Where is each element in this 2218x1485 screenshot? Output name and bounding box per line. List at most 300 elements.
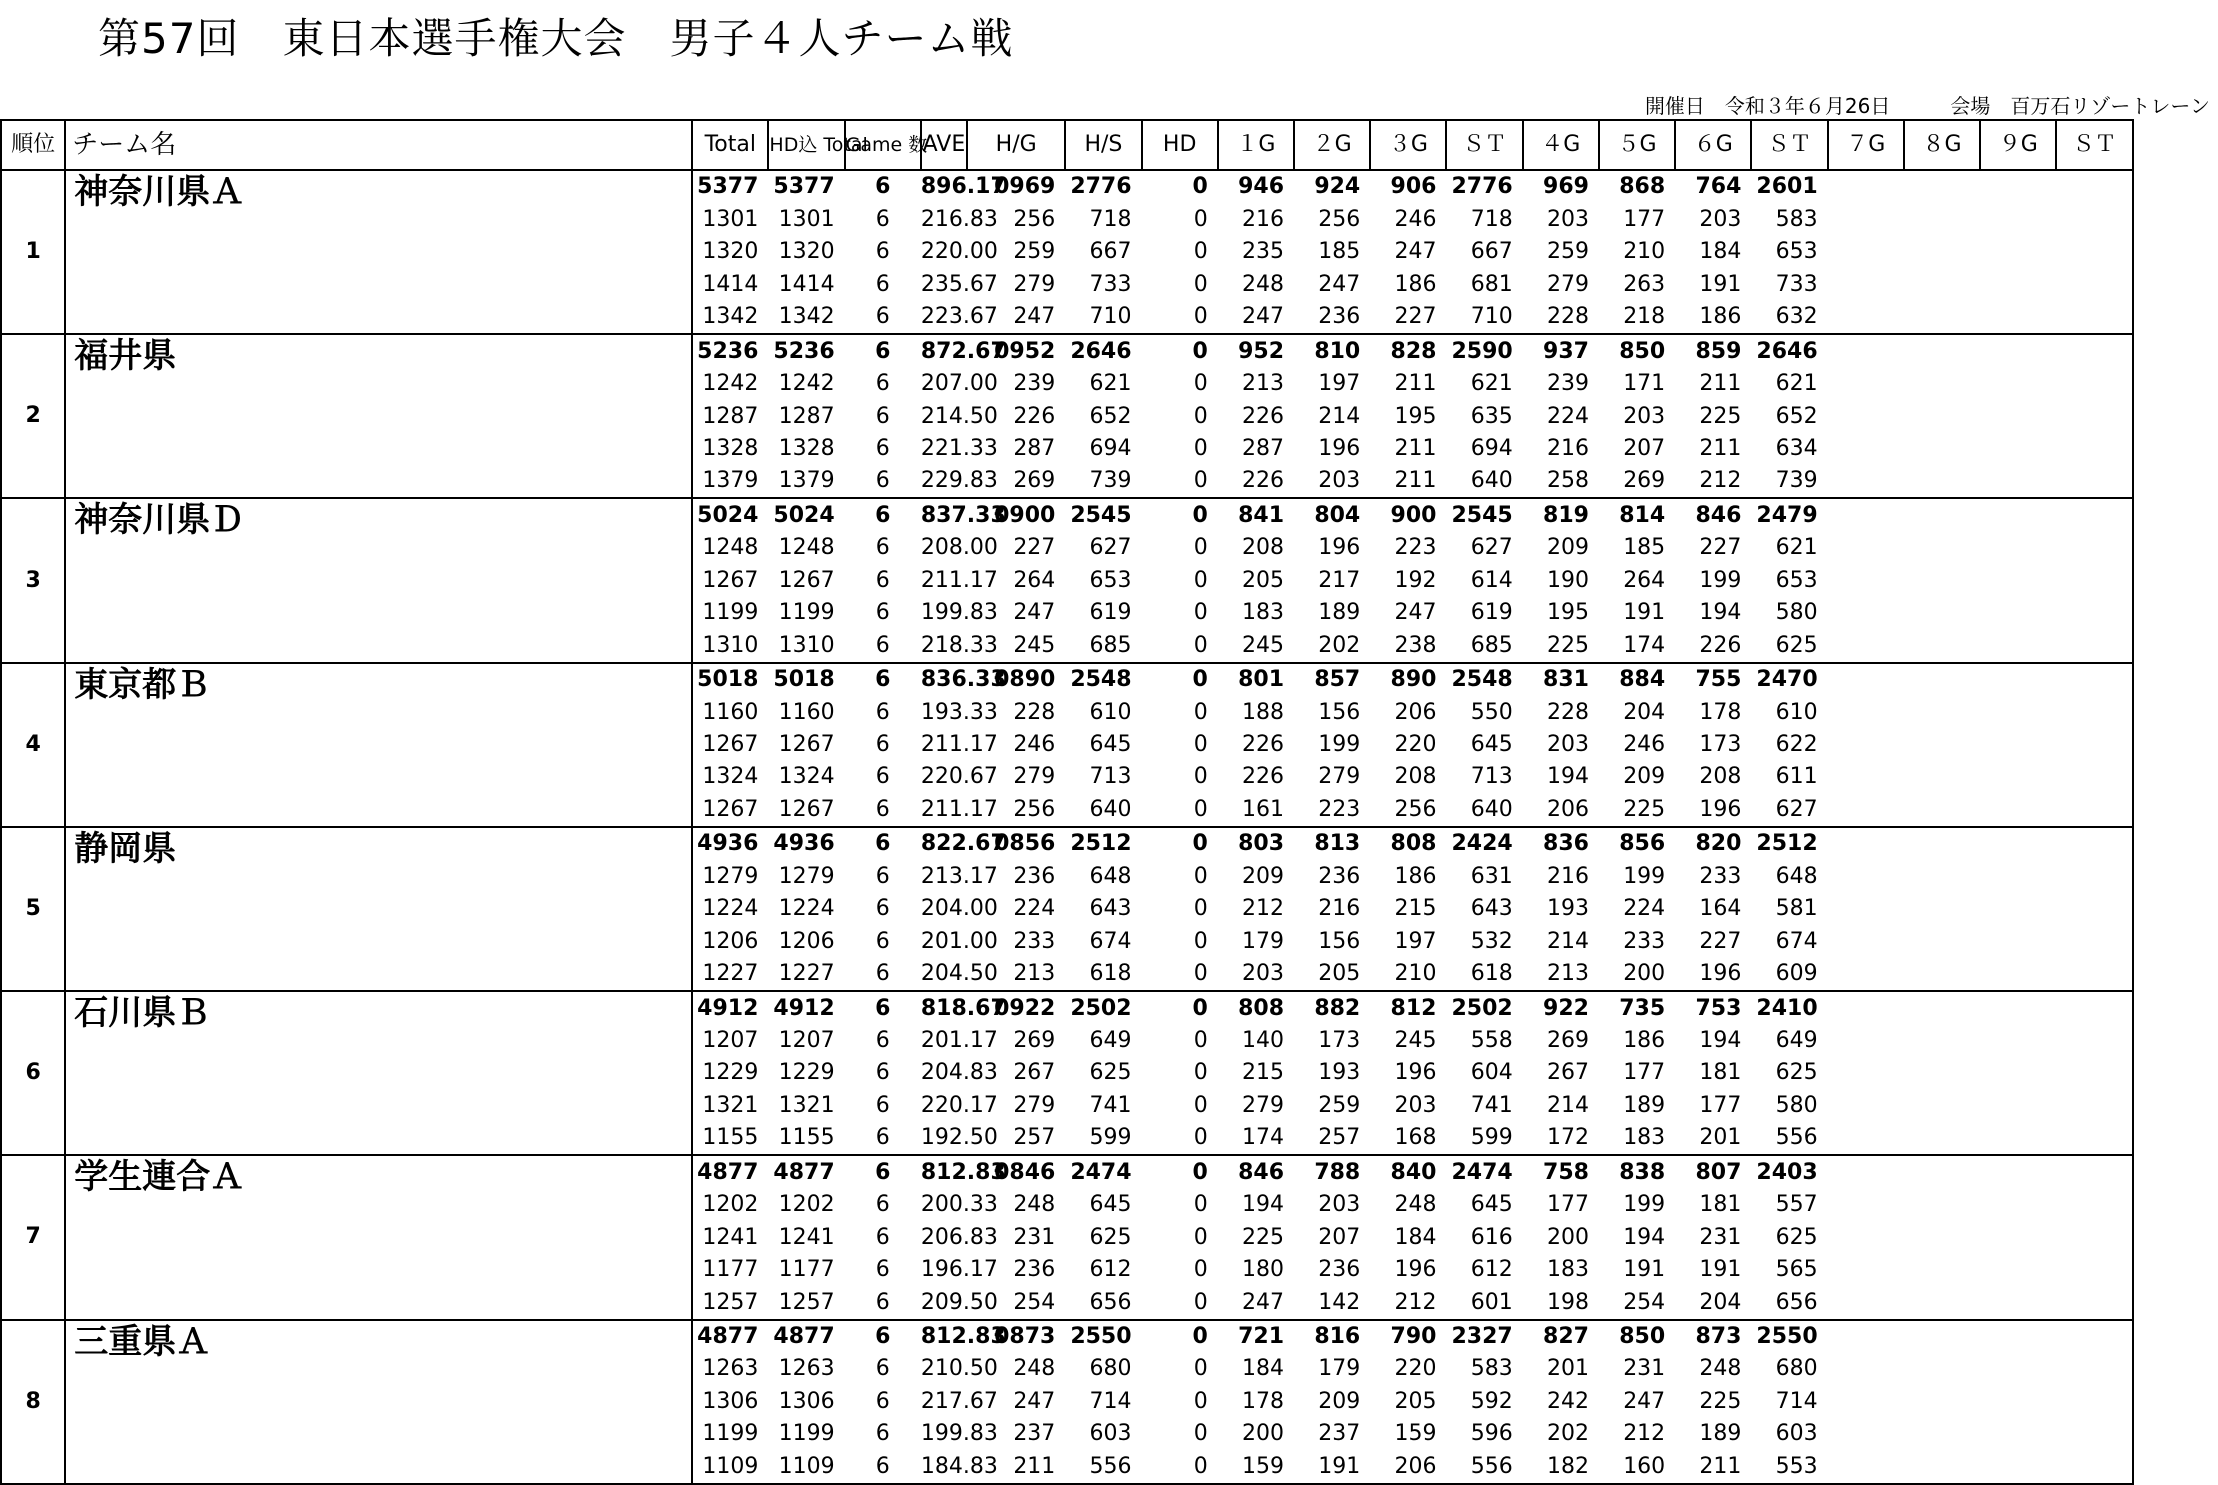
- player-g3-cell: 205: [1394, 1388, 1437, 1414]
- player-g2-cell: 185: [1318, 239, 1361, 265]
- team-g3-cell: 890: [1390, 667, 1437, 693]
- player-hd-cell: 0: [1193, 271, 1208, 297]
- player-st2-cell: 714: [1775, 1388, 1818, 1414]
- team-games-cell: 6: [875, 502, 891, 528]
- player-st2-cell: 580: [1775, 1092, 1818, 1118]
- player-hs-cell: 603: [1089, 1421, 1132, 1447]
- player-ave-cell: 208.00: [920, 535, 998, 561]
- player-total-cell: 1263: [702, 1356, 759, 1382]
- player-g4-cell: 190: [1546, 567, 1589, 593]
- team-cell: [65, 334, 692, 498]
- player-st2-cell: 733: [1775, 271, 1818, 297]
- player-g1-cell: 184: [1242, 1356, 1285, 1382]
- player-st2-cell: 621: [1775, 535, 1818, 561]
- player-g4-cell: 206: [1523, 793, 1599, 826]
- team-name: 東京都Ｂ: [74, 664, 211, 705]
- player-ave-cell: 218.33: [921, 629, 967, 662]
- team-row: [1, 498, 2213, 531]
- empty-cell: [2056, 827, 2132, 860]
- player-g2-cell: 156: [1318, 699, 1361, 725]
- empty-cell: [1980, 597, 2056, 629]
- player-hs-cell: 556: [1065, 1450, 1141, 1484]
- player-g3-cell: 197: [1394, 928, 1437, 954]
- player-hd-cell: 0: [1193, 1092, 1208, 1118]
- player-g1-cell: 245: [1218, 629, 1294, 662]
- empty-cell: [1904, 236, 1980, 268]
- empty-cell: [1980, 1057, 2056, 1089]
- player-hg-cell: 256: [967, 793, 1065, 826]
- player-hd-total-cell: 1321: [778, 1092, 835, 1118]
- player-total-cell: 1321: [702, 1092, 759, 1118]
- player-g5-cell: 183: [1599, 1122, 1675, 1155]
- player-g1-cell: 178: [1242, 1388, 1285, 1414]
- empty-cell: [1904, 1385, 1980, 1417]
- player-g6-cell: 178: [1699, 699, 1742, 725]
- player-g6-cell: 226: [1675, 629, 1751, 662]
- player-total-cell: 1379: [692, 465, 768, 498]
- empty-cell: [1904, 334, 1980, 367]
- player-hs-cell: 733: [1089, 271, 1132, 297]
- empty-cell: [1904, 827, 1980, 860]
- empty-cell: [1904, 1189, 1980, 1221]
- empty-cell: [1828, 498, 1904, 531]
- empty-cell: [1904, 597, 1980, 629]
- empty-cell: [1828, 268, 1904, 300]
- player-hs-cell: 680: [1089, 1356, 1132, 1382]
- empty-cell: [1980, 301, 2056, 334]
- player-g3-cell: 203: [1394, 1092, 1437, 1118]
- player-ave-cell: 196.17: [920, 1257, 998, 1283]
- player-st1-cell: 614: [1470, 567, 1513, 593]
- player-games-cell: 6: [845, 629, 921, 662]
- player-hd-cell: 0: [1193, 1192, 1208, 1218]
- player-st1-cell: 667: [1470, 239, 1513, 265]
- player-hs-cell: 649: [1089, 1027, 1132, 1053]
- player-games-cell: 6: [875, 535, 890, 561]
- player-hd-total-cell: 1306: [778, 1388, 835, 1414]
- team-st2-cell: 2470: [1756, 667, 1818, 693]
- empty-cell: [1904, 696, 1980, 728]
- col-g9: ９G: [1980, 120, 2056, 170]
- empty-cell: [1828, 991, 1904, 1024]
- rank-cell: 7: [1, 1155, 65, 1319]
- player-hd-cell: 0: [1193, 1027, 1208, 1053]
- player-g1-cell: 179: [1242, 928, 1285, 954]
- player-hd-total-cell: 1267: [778, 567, 835, 593]
- col-hd: HD: [1142, 120, 1218, 170]
- player-total-cell: 1199: [702, 1421, 759, 1447]
- player-hg-cell: 267: [1013, 1060, 1056, 1086]
- empty-cell: [1904, 498, 1980, 531]
- empty-cell: [2056, 793, 2132, 826]
- empty-cell: [1904, 465, 1980, 498]
- page-title: 第57回 東日本選手権大会 男子４人チーム戦: [98, 14, 1014, 63]
- player-g2-cell: 193: [1318, 1060, 1361, 1086]
- player-g3-cell: 215: [1394, 896, 1437, 922]
- empty-cell: [2056, 1385, 2132, 1417]
- empty-cell: [1828, 729, 1904, 761]
- player-g2-cell: 209: [1318, 1388, 1361, 1414]
- team-row: [1, 663, 2213, 696]
- player-total-cell: 1320: [702, 239, 759, 265]
- player-g2-cell: 256: [1318, 206, 1361, 232]
- team-g3-cell: 812: [1390, 995, 1437, 1021]
- player-ave-cell: 217.67: [920, 1388, 998, 1414]
- player-g4-cell: 193: [1546, 896, 1589, 922]
- col-g4: ４G: [1523, 120, 1599, 170]
- player-g2-cell: 236: [1294, 301, 1370, 334]
- player-g6-cell: 233: [1699, 863, 1742, 889]
- team-cell: [65, 827, 692, 991]
- empty-cell: [1828, 958, 1904, 991]
- player-g6-cell: 164: [1699, 896, 1742, 922]
- team-st2-cell: 2403: [1756, 1159, 1818, 1185]
- empty-cell: [1980, 465, 2056, 498]
- player-g1-cell: 194: [1242, 1192, 1285, 1218]
- player-g6-cell: 194: [1699, 1027, 1742, 1053]
- player-ave-cell: 200.33: [920, 1192, 998, 1218]
- player-st2-cell: 625: [1775, 1060, 1818, 1086]
- rank-cell: 4: [1, 663, 65, 827]
- empty-cell: [1904, 564, 1980, 596]
- empty-cell: [1904, 1057, 1980, 1089]
- player-hg-cell: 224: [1013, 896, 1056, 922]
- empty-cell: [2056, 301, 2132, 334]
- player-st2-cell: 653: [1775, 567, 1818, 593]
- player-hg-cell: 213: [967, 958, 1065, 991]
- player-games-cell: 6: [875, 206, 890, 232]
- rank-cell: 5: [1, 827, 65, 991]
- team-row: [1, 991, 2213, 1024]
- player-st1-cell: 583: [1470, 1356, 1513, 1382]
- player-ave-cell: 204.00: [920, 896, 998, 922]
- player-total-cell: 1342: [692, 301, 768, 334]
- player-st1-cell: 612: [1470, 1257, 1513, 1283]
- empty-cell: [2056, 1320, 2132, 1353]
- player-g5-cell: 246: [1623, 731, 1666, 757]
- empty-cell: [1828, 203, 1904, 235]
- col-st1: ＳＴ: [1446, 120, 1522, 170]
- player-hd-total-cell: 1206: [778, 928, 835, 954]
- empty-cell: [1904, 925, 1980, 957]
- player-hd-cell: 0: [1142, 1450, 1218, 1484]
- player-g6-cell: 196: [1675, 958, 1751, 991]
- player-total-cell: 1306: [702, 1388, 759, 1414]
- player-st1-cell: 596: [1470, 1421, 1513, 1447]
- empty-cell: [2056, 663, 2132, 696]
- empty-cell: [1980, 1286, 2056, 1319]
- player-ave-cell: 214.50: [920, 403, 998, 429]
- team-hs-cell: 2550: [1070, 1323, 1132, 1349]
- player-g6-cell: 194: [1699, 600, 1742, 626]
- player-g1-cell: 215: [1242, 1060, 1285, 1086]
- player-g2-cell: 203: [1294, 465, 1370, 498]
- player-st2-cell: 627: [1751, 793, 1827, 826]
- player-st1-cell: 645: [1470, 731, 1513, 757]
- team-ave-cell: 818.67: [920, 995, 1006, 1021]
- empty-cell: [1980, 925, 2056, 957]
- player-hs-cell: 648: [1089, 863, 1132, 889]
- player-g2-cell: 156: [1318, 928, 1361, 954]
- empty-cell: [1828, 532, 1904, 564]
- player-g2-cell: 223: [1294, 793, 1370, 826]
- player-hg-cell: 236: [1013, 863, 1056, 889]
- team-hd-cell: 0: [1192, 831, 1208, 857]
- player-st2-cell: 653: [1775, 239, 1818, 265]
- player-ave-cell: 201.17: [920, 1027, 998, 1053]
- team-g3-cell: 828: [1390, 338, 1437, 364]
- results-table: [0, 119, 2214, 1485]
- player-ave-cell: 211.17: [920, 731, 998, 757]
- player-g5-cell: 212: [1623, 1421, 1666, 1447]
- team-g6-cell: 846: [1695, 502, 1742, 528]
- player-st1-cell: 550: [1470, 699, 1513, 725]
- player-games-cell: 6: [875, 1192, 890, 1218]
- empty-cell: [1904, 1254, 1980, 1286]
- player-g5-cell: 247: [1623, 1388, 1666, 1414]
- player-st2-cell: 649: [1775, 1027, 1818, 1053]
- player-ave-cell: 204.83: [920, 1060, 998, 1086]
- player-g1-cell: 287: [1242, 435, 1285, 461]
- col-g3: ３G: [1370, 120, 1446, 170]
- empty-cell: [2056, 1450, 2132, 1484]
- team-g1-cell: 808: [1238, 995, 1285, 1021]
- player-hg-cell: 248: [1013, 1192, 1056, 1218]
- player-g3-cell: 211: [1394, 435, 1437, 461]
- team-g3-cell: 906: [1390, 174, 1437, 200]
- player-g1-cell: 212: [1242, 896, 1285, 922]
- empty-cell: [1828, 368, 1904, 400]
- player-g6-cell: 211: [1699, 371, 1742, 397]
- player-st1-cell: 621: [1470, 371, 1513, 397]
- player-st2-cell: 611: [1775, 764, 1818, 790]
- player-g6-cell: 211: [1675, 1450, 1751, 1484]
- player-g6-cell: 227: [1699, 928, 1742, 954]
- player-st1-cell: 713: [1470, 764, 1513, 790]
- empty-cell: [1904, 629, 1980, 662]
- player-total-cell: 1155: [692, 1122, 768, 1155]
- player-ave-cell: 235.67: [920, 271, 998, 297]
- player-hg-cell: 279: [1013, 1092, 1056, 1118]
- player-g1-cell: 216: [1242, 206, 1285, 232]
- player-g2-cell: 199: [1318, 731, 1361, 757]
- player-hd-cell: 0: [1142, 1122, 1218, 1155]
- player-ave-cell: 209.50: [921, 1286, 967, 1319]
- player-total-cell: 1160: [702, 699, 759, 725]
- player-hd-cell: 0: [1193, 1257, 1208, 1283]
- player-hd-cell: 0: [1193, 863, 1208, 889]
- player-g1-cell: 180: [1242, 1257, 1285, 1283]
- player-g2-cell: 217: [1318, 567, 1361, 593]
- player-hg-cell: 247: [1013, 600, 1056, 626]
- empty-cell: [2056, 761, 2132, 793]
- player-ave-cell: 184.83: [921, 1450, 967, 1484]
- team-total-cell: 5024: [697, 502, 759, 528]
- player-g1-cell: 213: [1242, 371, 1285, 397]
- team-g3-cell: 900: [1390, 502, 1437, 528]
- team-st2-cell: 2646: [1756, 338, 1818, 364]
- team-st1-cell: 2776: [1451, 174, 1513, 200]
- col-g8: ８G: [1904, 120, 1980, 170]
- empty-cell: [1828, 793, 1904, 826]
- team-st1-cell: 2548: [1451, 667, 1513, 693]
- empty-cell: [1980, 1353, 2056, 1385]
- empty-cell: [1904, 1418, 1980, 1450]
- player-g4-cell: 213: [1523, 958, 1599, 991]
- empty-cell: [1828, 236, 1904, 268]
- team-row: [1, 1320, 2213, 1353]
- player-hg-cell: 245: [967, 629, 1065, 662]
- player-st2-cell: 556: [1751, 1122, 1827, 1155]
- player-g4-cell: 269: [1546, 1027, 1589, 1053]
- player-hg-cell: 247: [1013, 1388, 1056, 1414]
- player-hg-cell: 269: [967, 465, 1065, 498]
- player-total-cell: 1199: [702, 600, 759, 626]
- event-venue: 会場 百万石リゾートレーン: [1950, 94, 2210, 118]
- team-hg-cell: 0890: [994, 667, 1056, 693]
- empty-cell: [1980, 1221, 2056, 1253]
- team-ave-cell: 822.67: [920, 831, 1006, 857]
- player-g1-cell: 226: [1218, 465, 1294, 498]
- player-g4-cell: 228: [1523, 301, 1599, 334]
- player-hs-cell: 714: [1089, 1388, 1132, 1414]
- player-ave-cell: 193.33: [920, 699, 998, 725]
- player-g3-cell: 208: [1394, 764, 1437, 790]
- empty-cell: [1828, 400, 1904, 432]
- team-hg-cell: 0873: [994, 1323, 1056, 1349]
- player-g4-cell: 194: [1546, 764, 1589, 790]
- team-hd-cell: 0: [1192, 995, 1208, 1021]
- player-hg-cell: 236: [1013, 1257, 1056, 1283]
- team-games-cell: 6: [875, 1323, 891, 1349]
- player-hd-cell: 0: [1142, 793, 1218, 826]
- player-g5-cell: 269: [1599, 465, 1675, 498]
- team-g4-cell: 836: [1543, 831, 1589, 857]
- player-g3-cell: 206: [1394, 699, 1437, 725]
- player-g3-cell: 206: [1370, 1450, 1446, 1484]
- empty-cell: [1980, 203, 2056, 235]
- player-ave-cell: 210.50: [920, 1356, 998, 1382]
- team-total-cell: 4936: [697, 831, 759, 857]
- player-st1-cell: 640: [1446, 793, 1522, 826]
- player-g1-cell: 279: [1242, 1092, 1285, 1118]
- player-g5-cell: 225: [1599, 793, 1675, 826]
- player-hs-cell: 667: [1089, 239, 1132, 265]
- player-hd-cell: 0: [1193, 1356, 1208, 1382]
- empty-cell: [1980, 629, 2056, 662]
- player-g4-cell: 228: [1546, 699, 1589, 725]
- empty-cell: [1904, 1353, 1980, 1385]
- team-hg-cell: 0900: [994, 502, 1056, 528]
- player-hd-total-cell: 1287: [778, 403, 835, 429]
- player-hs-cell: 625: [1089, 1060, 1132, 1086]
- empty-cell: [1980, 793, 2056, 826]
- team-g6-cell: 753: [1695, 995, 1742, 1021]
- player-g6-cell: 225: [1699, 403, 1742, 429]
- team-total-cell: 5236: [697, 338, 759, 364]
- empty-cell: [1904, 1221, 1980, 1253]
- player-games-cell: 6: [875, 239, 890, 265]
- player-games-cell: 6: [875, 567, 890, 593]
- col-games: Game 数: [845, 120, 921, 170]
- player-hs-cell: 674: [1089, 928, 1132, 954]
- player-hg-cell: 259: [1013, 239, 1056, 265]
- team-row: [1, 334, 2213, 367]
- player-hs-cell: 741: [1089, 1092, 1132, 1118]
- player-g4-cell: 214: [1546, 1092, 1589, 1118]
- team-games-cell: 6: [875, 831, 891, 857]
- player-g3-cell: 186: [1394, 863, 1437, 889]
- player-st1-cell: 604: [1470, 1060, 1513, 1086]
- player-st2-cell: 680: [1775, 1356, 1818, 1382]
- empty-cell: [1980, 1089, 2056, 1121]
- team-g3-cell: 808: [1390, 831, 1437, 857]
- player-hd-total-cell: 1229: [778, 1060, 835, 1086]
- player-g5-cell: 160: [1599, 1450, 1675, 1484]
- player-st2-cell: 609: [1751, 958, 1827, 991]
- team-ave-cell: 837.33: [920, 502, 1006, 528]
- empty-cell: [2056, 1254, 2132, 1286]
- player-g4-cell: 203: [1546, 206, 1589, 232]
- player-games-cell: 6: [845, 1450, 921, 1484]
- empty-cell: [2056, 597, 2132, 629]
- player-g4-cell: 242: [1546, 1388, 1589, 1414]
- player-hd-total-cell: 1207: [778, 1027, 835, 1053]
- player-g1-cell: 183: [1242, 600, 1285, 626]
- player-g1-cell: 208: [1242, 535, 1285, 561]
- empty-cell: [1980, 1418, 2056, 1450]
- team-row: [1, 1155, 2213, 1188]
- player-hd-cell: 0: [1193, 1060, 1208, 1086]
- col-team: チーム名: [65, 120, 692, 170]
- player-total-cell: 1206: [702, 928, 759, 954]
- player-g4-cell: 267: [1546, 1060, 1589, 1086]
- player-g6-cell: 199: [1699, 567, 1742, 593]
- team-g4-cell: 937: [1543, 338, 1589, 364]
- empty-cell: [2056, 925, 2132, 957]
- team-ave-cell: 812.83: [920, 1159, 1006, 1185]
- player-ave-cell: 207.00: [920, 371, 998, 397]
- player-st1-cell: 643: [1470, 896, 1513, 922]
- player-ave-cell: 206.83: [920, 1224, 998, 1250]
- player-g1-cell: 247: [1218, 1286, 1294, 1319]
- player-g1-cell: 159: [1218, 1450, 1294, 1484]
- team-st2-cell: 2550: [1756, 1323, 1818, 1349]
- player-st2-cell: 583: [1775, 206, 1818, 232]
- player-total-cell: 1202: [702, 1192, 759, 1218]
- team-g2-cell: 816: [1314, 1323, 1361, 1349]
- player-g5-cell: 171: [1623, 371, 1666, 397]
- player-hd-total-cell: 1379: [768, 465, 844, 498]
- player-games-cell: 6: [875, 1027, 890, 1053]
- player-g6-cell: 211: [1699, 435, 1742, 461]
- empty-cell: [2056, 1025, 2132, 1057]
- empty-cell: [1980, 334, 2056, 367]
- empty-cell: [1828, 1418, 1904, 1450]
- team-hs-cell: 2646: [1070, 338, 1132, 364]
- team-games-cell: 6: [875, 667, 891, 693]
- empty-cell: [2056, 368, 2132, 400]
- player-g5-cell: 218: [1599, 301, 1675, 334]
- team-name: 神奈川県Ａ: [74, 172, 245, 212]
- col-g6: ６G: [1675, 120, 1751, 170]
- player-hs-cell: 610: [1089, 699, 1132, 725]
- player-g2-cell: 257: [1294, 1122, 1370, 1155]
- player-total-cell: 1328: [702, 435, 759, 461]
- team-g5-cell: 868: [1619, 174, 1666, 200]
- player-st1-cell: 592: [1470, 1388, 1513, 1414]
- empty-cell: [1828, 893, 1904, 925]
